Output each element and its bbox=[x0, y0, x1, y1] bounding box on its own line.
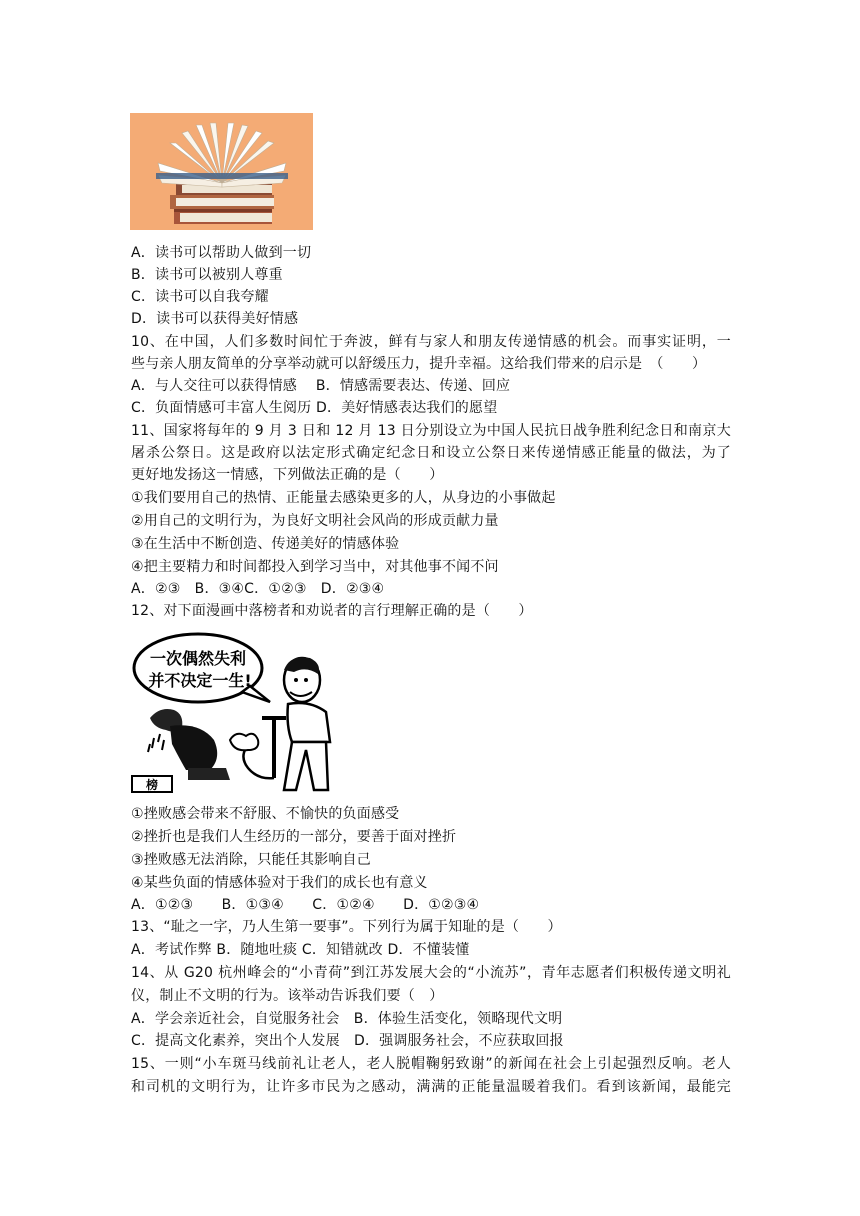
question-14-line2: 仪，制止不文明的行为。该举动告诉我们要（ ） bbox=[131, 988, 444, 1004]
comic-bubble-line1: 一次偶然失利 bbox=[149, 649, 247, 668]
question-11-line3: 更好地发扬这一情感，下列做法正确的是（ ） bbox=[131, 467, 444, 483]
q14-options-cd: C．提高文化素养，突出个人发展 D．强调服务社会，不应获取回报 bbox=[131, 1033, 564, 1049]
q12-statement-1: ①挫败感会带来不舒服、不愉快的负面感受 bbox=[131, 806, 400, 822]
question-10-line2: 些与亲人朋友简单的分享举动就可以舒缓压力，提升幸福。这给我们带来的启示是 （ ） bbox=[131, 356, 707, 372]
q11-statement-2: ②用自己的文明行为，为良好文明社会风尚的形成贡献力量 bbox=[131, 513, 499, 529]
q11-statement-1: ①我们要用自己的热情、正能量去感染更多的人，从身边的小事做起 bbox=[131, 490, 556, 506]
option-b: B．读书可以被别人尊重 bbox=[131, 267, 283, 283]
comic-sign-text: 榜 bbox=[145, 778, 159, 792]
question-15-line2: 和司机的文明行为，让许多市民为之感动，满满的正能量温暖着我们。看到该新闻，最能完 bbox=[131, 1079, 731, 1095]
question-13: 13、“耻之一字，乃人生第一要事”。下列行为属于知耻的是（ ） bbox=[131, 919, 562, 935]
q10-options-cd: C．负面情感可丰富人生阅历 D．美好情感表达我们的愿望 bbox=[131, 400, 498, 416]
comic-cartoon bbox=[130, 630, 352, 796]
comic-bubble-line2: 并不决定一生! bbox=[148, 671, 252, 690]
books-photo bbox=[130, 113, 313, 230]
option-d: D．读书可以获得美好情感 bbox=[131, 311, 299, 327]
q12-statement-3: ③挫败感无法消除，只能任其影响自己 bbox=[131, 852, 371, 868]
option-c: C．读书可以自我夸耀 bbox=[131, 289, 269, 305]
q11-options: A．②③ B．③④C．①②③ D．②③④ bbox=[131, 581, 385, 597]
question-11-line1: 11、国家将每年的 9 月 3 日和 12 月 13 日分别设立为中国人民抗日战争胜利纪念日和南京大 bbox=[131, 423, 731, 439]
q12-statement-4: ④某些负面的情感体验对于我们的成长也有意义 bbox=[131, 875, 428, 891]
option-a: A．读书可以帮助人做到一切 bbox=[131, 245, 312, 261]
question-10-line1: 10、在中国，人们多数时间忙于奔波，鲜有与家人和朋友传递情感的机会。而事实证明，一 bbox=[131, 334, 731, 350]
q11-statement-4: ④把主要精力和时间都投入到学习当中，对其他事不闻不问 bbox=[131, 559, 499, 575]
q12-options: A．①②③ B．①③④ C．①②④ D．①②③④ bbox=[131, 897, 480, 913]
q13-options: A．考试作弊 B．随地吐痰 C．知错就改 D．不懂装懂 bbox=[131, 942, 470, 958]
question-14-line1: 14、从 G20 杭州峰会的“小青荷”到江苏发展大会的“小流苏”，青年志愿者们积极传递文明礼 bbox=[131, 965, 731, 981]
q10-options-ab: A．与人交往可以获得情感 B．情感需要表达、传递、回应 bbox=[131, 378, 511, 394]
question-11-line2: 屠杀公祭日。这是政府以法定形式确定纪念日和设立公祭日来传递情感正能量的做法，为了 bbox=[131, 445, 731, 461]
q14-options-ab: A．学会亲近社会，自觉服务社会 B．体验生活变化，领略现代文明 bbox=[131, 1011, 563, 1027]
question-12: 12、对下面漫画中落榜者和劝说者的言行理解正确的是（ ） bbox=[131, 603, 533, 619]
q12-statement-2: ②挫折也是我们人生经历的一部分，要善于面对挫折 bbox=[131, 829, 457, 845]
q11-statement-3: ③在生活中不断创造、传递美好的情感体验 bbox=[131, 536, 400, 552]
question-15-line1: 15、一则“小车斑马线前礼让老人，老人脱帽鞠躬致谢”的新闻在社会上引起强烈反响。老人 bbox=[131, 1056, 731, 1072]
